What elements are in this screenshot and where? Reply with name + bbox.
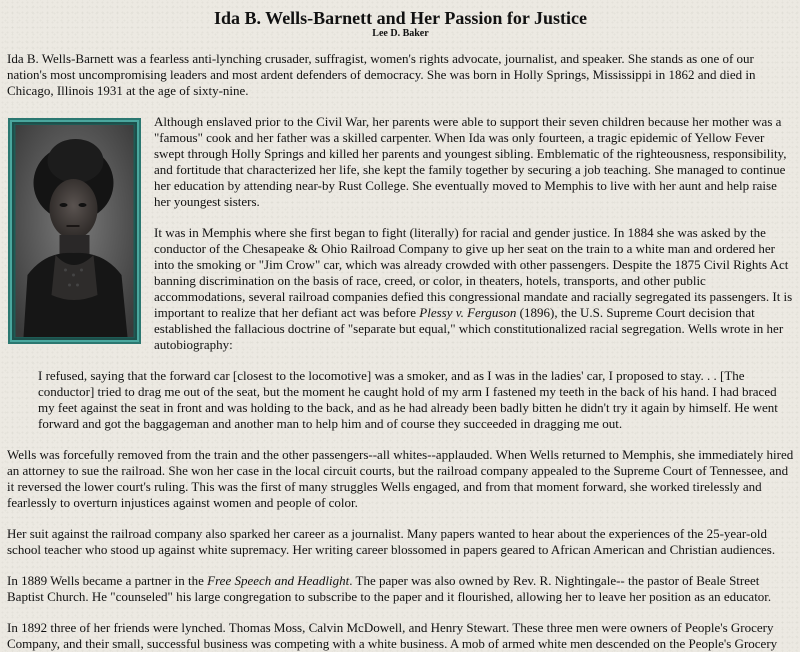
lynching-paragraph: In 1892 three of her friends were lynched. Thomas Moss, Calvin McDowell, and Henry Stewart. These three men were owners of People's Grocery Company, and their small, successful business was competing with a white business. A mob of armed white men descended on the People's Grocery (7, 620, 778, 651)
free-speech-paragraph (7, 573, 794, 605)
portrait-image (15, 125, 134, 337)
page-title: Ida B. Wells-Barnett and Her Passion for Justice (213, 8, 588, 28)
journalism-paragraph: Her suit against the railroad company also sparked her career as a journalist. Many papers wanted to hear about the experiences of the 25-year-old school teacher who stood up against white supremacy. Her writing career blossomed in papers geared to African American and Christian audiences. (7, 526, 776, 557)
memphis-text-start: It was in Memphis where she first began to fight (literally) for racial and gender justice. In 1884 she was asked by the conductor of the Chesapeake & Ohio Railroad Company to give up her seat on the train to a white man and ordered her into the smoking or "Jim Crow" car, which was already crowded with other passengers. Despite the 1875 Civil Rights Act banning discrimination on the basis of race, creed, or color, in theaters, hotels, transports, and other public accommodations, several railroad companies defied this congressional mandate and racially segregated its passengers. It is important to realize that her defiant act was before (154, 225, 793, 320)
free-speech-text-start: In 1889 Wells became a partner in the (7, 573, 208, 588)
autobiography-quote (7, 368, 794, 432)
case-name: Plessy v. Ferguson (419, 305, 517, 320)
quote-text: I refused, saying that the forward car [closest to the locomotive] was a smoker, and as I was in the ladies' car, I proposed to stay. . . [The conductor] tried to drag me out of the seat, but the moment he caught hold of my arm I fastened my teeth in the back of his hand. I had braced my feet against the seat in front and was holding to the back, and as he had already been badly bitten he didn't try it again by himself. He went forward and got the baggageman and another man to help him and of course they succeeded in dragging me out. (38, 368, 778, 431)
family-paragraph: Although enslaved prior to the Civil War, her parents were able to support their seven children because her mother was a "famous" cook and her father was a skilled carpenter. When Ida was only fourteen, a tragic epidemic of Yellow Fever swept through Holly Springs and killed her parents and youngest sibling. Emblematic of the righteousness, responsibility, and fortitude that characterized her life, she kept the family together by securing a job teaching. She managed to continue her education by attending near-by Rust College. She eventually moved to Memphis to live with her aunt and help raise her youngest sisters. (154, 114, 787, 209)
newspaper-name: Free Speech and Headlight (207, 573, 350, 588)
portrait-photo (8, 118, 141, 344)
free-speech-text-end: . The paper was also owned by Rev. R. Nightingale-- the pastor of Beale Street Baptist Church. He "counseled" his large congregation to subscribe to the paper and it flourished, allowing her to leave her position as an educator. (7, 573, 772, 604)
removal-paragraph: Wells was forcefully removed from the train and the other passengers--all whites--applauded. When Wells returned to Memphis, she immediately hired an attorney to sue the railroad. She won her case in the local circuit courts, but the railroad company appealed to the Supreme Court of Tennessee, and it reversed the lower court's ruling. This was the first of many struggles Wells engaged, and from that moment forward, she worked tirelessly and fearlessly to overturn injustices against women and people of color. (7, 447, 794, 510)
memphis-text-end: (1896), the U.S. Supreme Court decision that established the fallacious doctrine of "separate but equal," which constitutionalized racial segregation. Wells wrote in her autobiography: (154, 305, 784, 352)
intro-paragraph: Ida B. Wells-Barnett was a fearless anti-lynching crusader, suffragist, women's rights advocate, journalist, and speaker. She stands as one of our nation's most uncompromising leaders and most ardent defenders of democracy. She was born in Holly Springs, Mississippi in 1862 and died in Chicago, Illinois 1931 at the age of sixty-nine. (7, 51, 756, 98)
author-byline: Lee D. Baker (372, 28, 429, 39)
